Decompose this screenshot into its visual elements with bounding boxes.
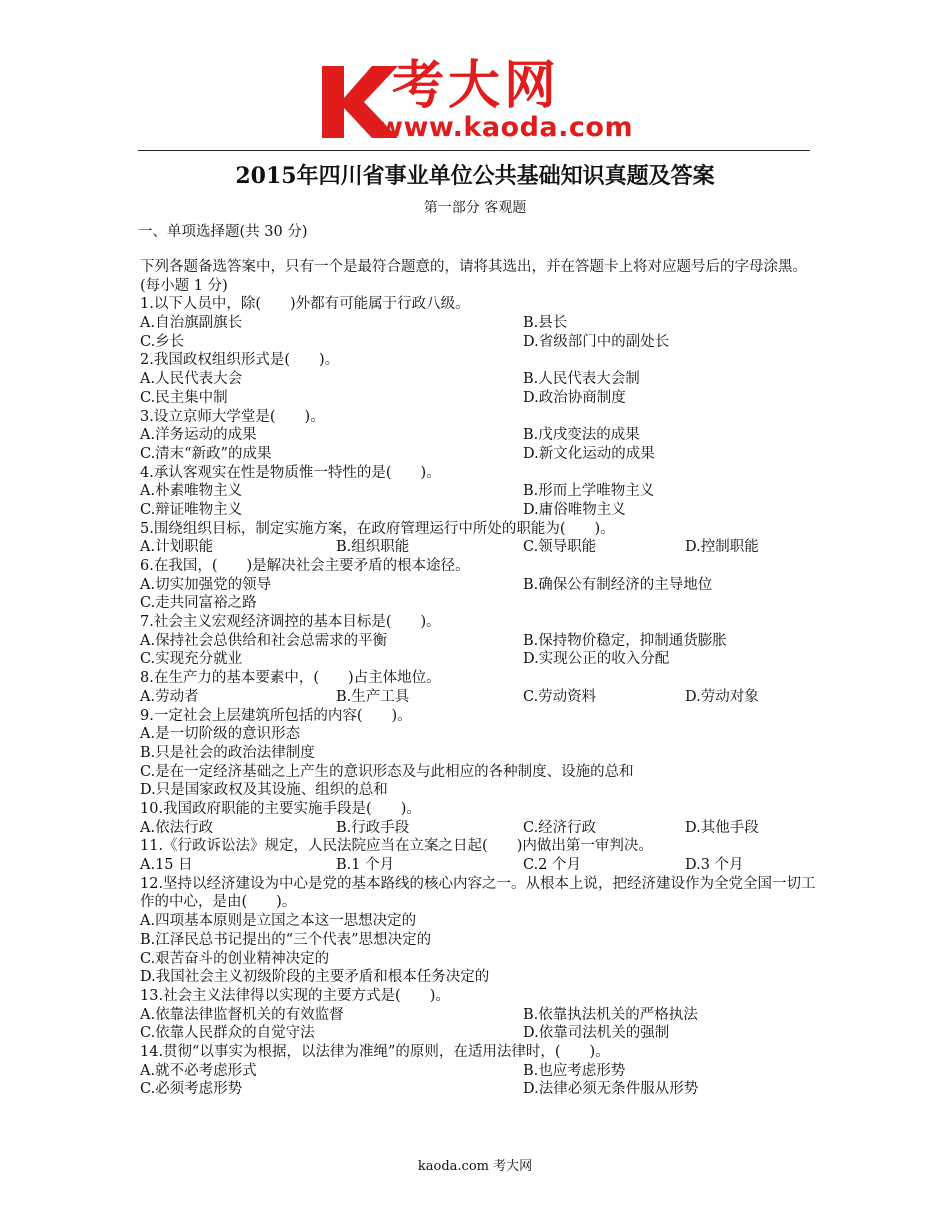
instructions: 下列各题备选答案中，只有一个是最符合题意的，请将其选出，并在答题卡上将对应题号后的字母涂黑。(每小题 1 分) [140, 259, 807, 294]
option-row [140, 1024, 820, 1043]
question-stem: 14.贯彻“以事实为根据，以法律为准绳”的原则，在适用法律时，( )。 [140, 1043, 610, 1060]
question-stem: 3.设立京师大学堂是( )。 [140, 408, 325, 425]
option-row [140, 594, 820, 613]
logo-chinese-text: 考大网 [392, 56, 561, 116]
option-row [140, 1062, 820, 1081]
question-stem: 11.《行政诉讼法》规定，人民法院应当在立案之日起( )内做出第一审判决。 [140, 838, 653, 855]
option: B.县长 [523, 315, 568, 332]
option: D.依靠司法机关的强制 [523, 1025, 670, 1042]
option: C.走共同富裕之路 [140, 595, 257, 612]
option-row [140, 576, 820, 595]
option: D.我国社会主义初级阶段的主要矛盾和根本任务决定的 [140, 969, 490, 986]
option: A.洋务运动的成果 [140, 427, 257, 444]
document-subtitle: 第一部分 客观题 [423, 200, 527, 216]
question-stem: 5.围绕组织目标，制定实施方案，在政府管理运行中所处的职能为( )。 [140, 520, 615, 537]
option-row [140, 688, 820, 707]
option-row [140, 650, 820, 669]
question-stem: 12.坚持以经济建设为中心是党的基本路线的核心内容之一。从根本上说，把经济建设作为全党全国一切工作的中心，是由( )。 [140, 875, 816, 911]
option: C.劳动资料 [523, 688, 597, 705]
option: B.行政手段 [336, 819, 410, 836]
option: C.清末“新政”的成果 [140, 445, 272, 462]
option: D.只是国家政权及其设施、组织的总和 [140, 782, 388, 799]
option: A.就不必考虑形式 [140, 1062, 257, 1079]
option: B.依靠执法机关的严格执法 [523, 1006, 698, 1023]
option: A.劳动者 [140, 688, 199, 705]
question-stem: 2.我国政权组织形式是( )。 [140, 352, 340, 369]
document-title: 2015年四川省事业单位公共基础知识真题及答案 [235, 163, 715, 189]
option: C.2 个月 [523, 857, 582, 874]
option: D.控制职能 [685, 539, 759, 556]
option: D.其他手段 [685, 819, 759, 836]
option: B.保持物价稳定，抑制通货膨胀 [523, 632, 727, 649]
option: D.3 个月 [685, 857, 744, 874]
option: C.必须考虑形势 [140, 1081, 243, 1098]
option-row [140, 819, 820, 838]
option: A.人民代表大会 [140, 371, 243, 388]
option: C.是在一定经济基础之上产生的意识形态及与此相应的各种制度、设施的总和 [140, 763, 634, 780]
option-row [140, 333, 820, 352]
question-stem: 10.我国政府职能的主要实施手段是( )。 [140, 800, 421, 817]
option-row [140, 426, 820, 445]
option: D.政治协商制度 [523, 389, 626, 406]
option: A.保持社会总供给和社会总需求的平衡 [140, 632, 388, 649]
option: D.新文化运动的成果 [523, 445, 655, 462]
option: A.朴素唯物主义 [140, 483, 243, 500]
option: A.四项基本原则是立国之本这一思想决定的 [140, 913, 417, 930]
option-row [140, 482, 820, 501]
option-row [140, 1006, 820, 1025]
option: C.领导职能 [523, 539, 597, 556]
option: C.辩证唯物主义 [140, 501, 243, 518]
option: C.乡长 [140, 333, 185, 350]
option-row [140, 389, 820, 408]
question-content [140, 258, 820, 1099]
option: B.只是社会的政治法律制度 [140, 744, 315, 761]
question-stem: 1.以下人员中，除( )外都有可能属于行政八级。 [140, 296, 470, 313]
question-stem: 4.承认客观实在性是物质惟一特性的是( )。 [140, 464, 441, 481]
question-stem: 6.在我国，( )是解决社会主要矛盾的根本途径。 [140, 558, 470, 575]
option: C.实现充分就业 [140, 651, 243, 668]
option: B.人民代表大会制 [523, 371, 640, 388]
option: B.组织职能 [336, 539, 410, 556]
section-heading: 一、单项选择题(共 30 分) [138, 224, 308, 240]
option: D.法律必须无条件服从形势 [523, 1081, 699, 1098]
option: A.依靠法律监督机关的有效监督 [140, 1006, 344, 1023]
option: A.依法行政 [140, 819, 214, 836]
option: D.庸俗唯物主义 [523, 501, 626, 518]
option: D.实现公正的收入分配 [523, 651, 670, 668]
option: A.是一切阶级的意识形态 [140, 726, 301, 743]
option: B.戊戌变法的成果 [523, 427, 640, 444]
option-row [140, 538, 820, 557]
option: B.确保公有制经济的主导地位 [523, 576, 713, 593]
page-footer: kaoda.com 考大网 [417, 1159, 533, 1174]
option-row [140, 1080, 820, 1099]
option: A.计划职能 [140, 539, 214, 556]
question-stem: 7.社会主义宏观经济调控的基本目标是( )。 [140, 614, 441, 631]
option: C.依靠人民群众的自觉守法 [140, 1025, 315, 1042]
option: B.也应考虑形势 [523, 1062, 626, 1079]
kaoda-logo [318, 56, 638, 144]
option: A.切实加强党的领导 [140, 576, 272, 593]
question-stem: 8.在生产力的基本要素中，( )占主体地位。 [140, 670, 441, 687]
option-row [140, 856, 820, 875]
option: A.自治旗副旗长 [140, 315, 243, 332]
option: B.江泽民总书记提出的“三个代表”思想决定的 [140, 931, 432, 948]
option: A.15 日 [140, 857, 193, 874]
question-stem: 9.一定社会上层建筑所包括的内容( )。 [140, 707, 412, 724]
option: B.形而上学唯物主义 [523, 483, 655, 500]
option: B.1 个月 [336, 857, 395, 874]
option: C.民主集中制 [140, 389, 228, 406]
logo-url-text: www.kaoda.com [378, 112, 634, 143]
option-row [140, 501, 820, 520]
question-stem: 13.社会主义法律得以实现的主要方式是( )。 [140, 987, 450, 1004]
option-row [140, 445, 820, 464]
option: D.省级部门中的副处长 [523, 333, 670, 350]
option-row [140, 314, 820, 333]
header-divider [138, 150, 810, 151]
option: B.生产工具 [336, 688, 410, 705]
option: D.劳动对象 [685, 688, 759, 705]
option: C.经济行政 [523, 819, 597, 836]
option-row [140, 632, 820, 651]
option-row [140, 370, 820, 389]
option: C.艰苦奋斗的创业精神决定的 [140, 950, 330, 967]
